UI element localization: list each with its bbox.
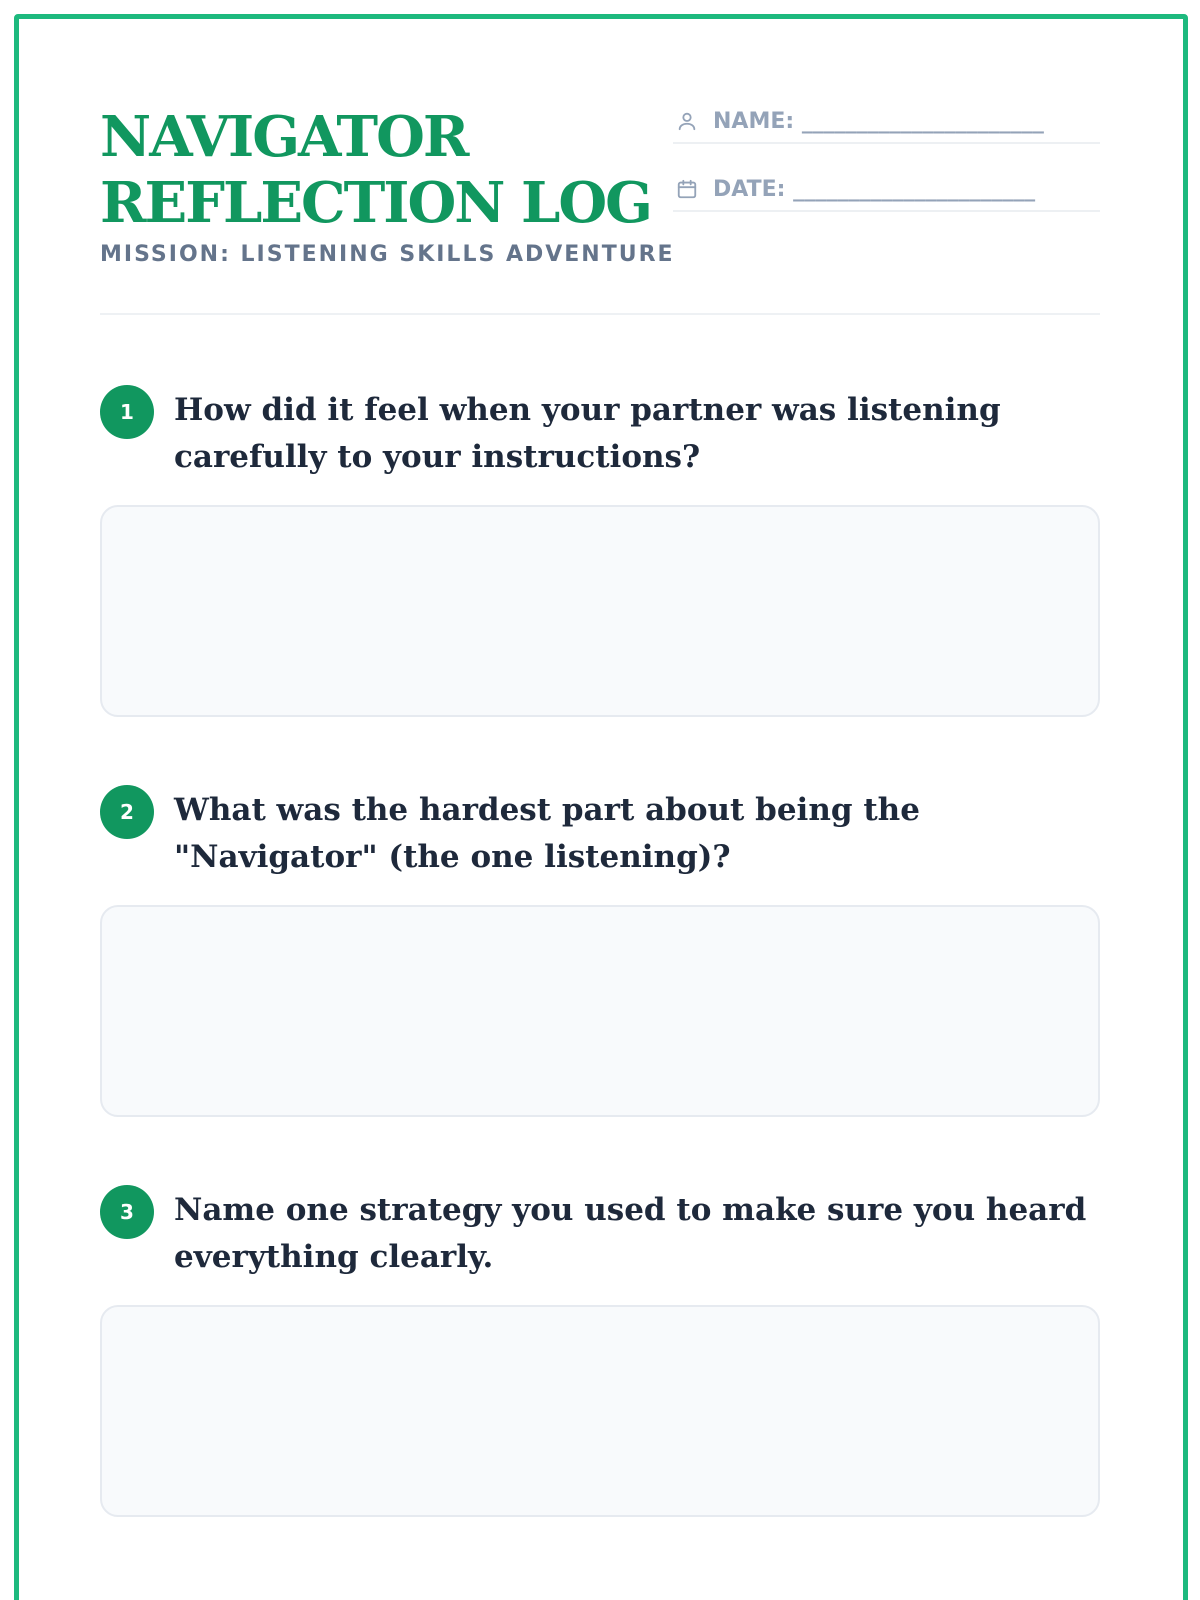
header bbox=[100, 100, 1100, 315]
student-fields bbox=[673, 100, 1100, 236]
page-title: NAVIGATOR REFLECTION LOG bbox=[100, 104, 651, 236]
calendar-icon bbox=[675, 177, 699, 201]
question-text: What was the hardest part about being the "Navigator" (the one listening)? bbox=[174, 792, 920, 875]
name-label: NAME: ______________________ bbox=[713, 108, 1044, 134]
answer-box-3[interactable] bbox=[100, 1305, 1100, 1517]
date-label: DATE: ______________________ bbox=[713, 176, 1036, 202]
date-field[interactable] bbox=[673, 168, 1100, 212]
question-2 bbox=[100, 785, 1100, 881]
name-field[interactable] bbox=[673, 100, 1100, 144]
question-header bbox=[100, 785, 1100, 881]
question-header bbox=[100, 385, 1100, 481]
question-text: How did it feel when your partner was listening carefully to your instructions? bbox=[174, 392, 1001, 475]
question-number-badge: 1 bbox=[100, 385, 154, 439]
question-header bbox=[100, 1185, 1100, 1281]
mission-subtitle: MISSION: LISTENING SKILLS ADVENTURE bbox=[100, 242, 675, 267]
user-icon bbox=[675, 109, 699, 133]
question-text: Name one strategy you used to make sure you heard everything clearly. bbox=[174, 1192, 1087, 1275]
question-number-badge: 2 bbox=[100, 785, 154, 839]
answer-box-1[interactable] bbox=[100, 505, 1100, 717]
question-3 bbox=[100, 1185, 1100, 1281]
question-number-badge: 3 bbox=[100, 1185, 154, 1239]
question-1 bbox=[100, 385, 1100, 481]
answer-box-2[interactable] bbox=[100, 905, 1100, 1117]
